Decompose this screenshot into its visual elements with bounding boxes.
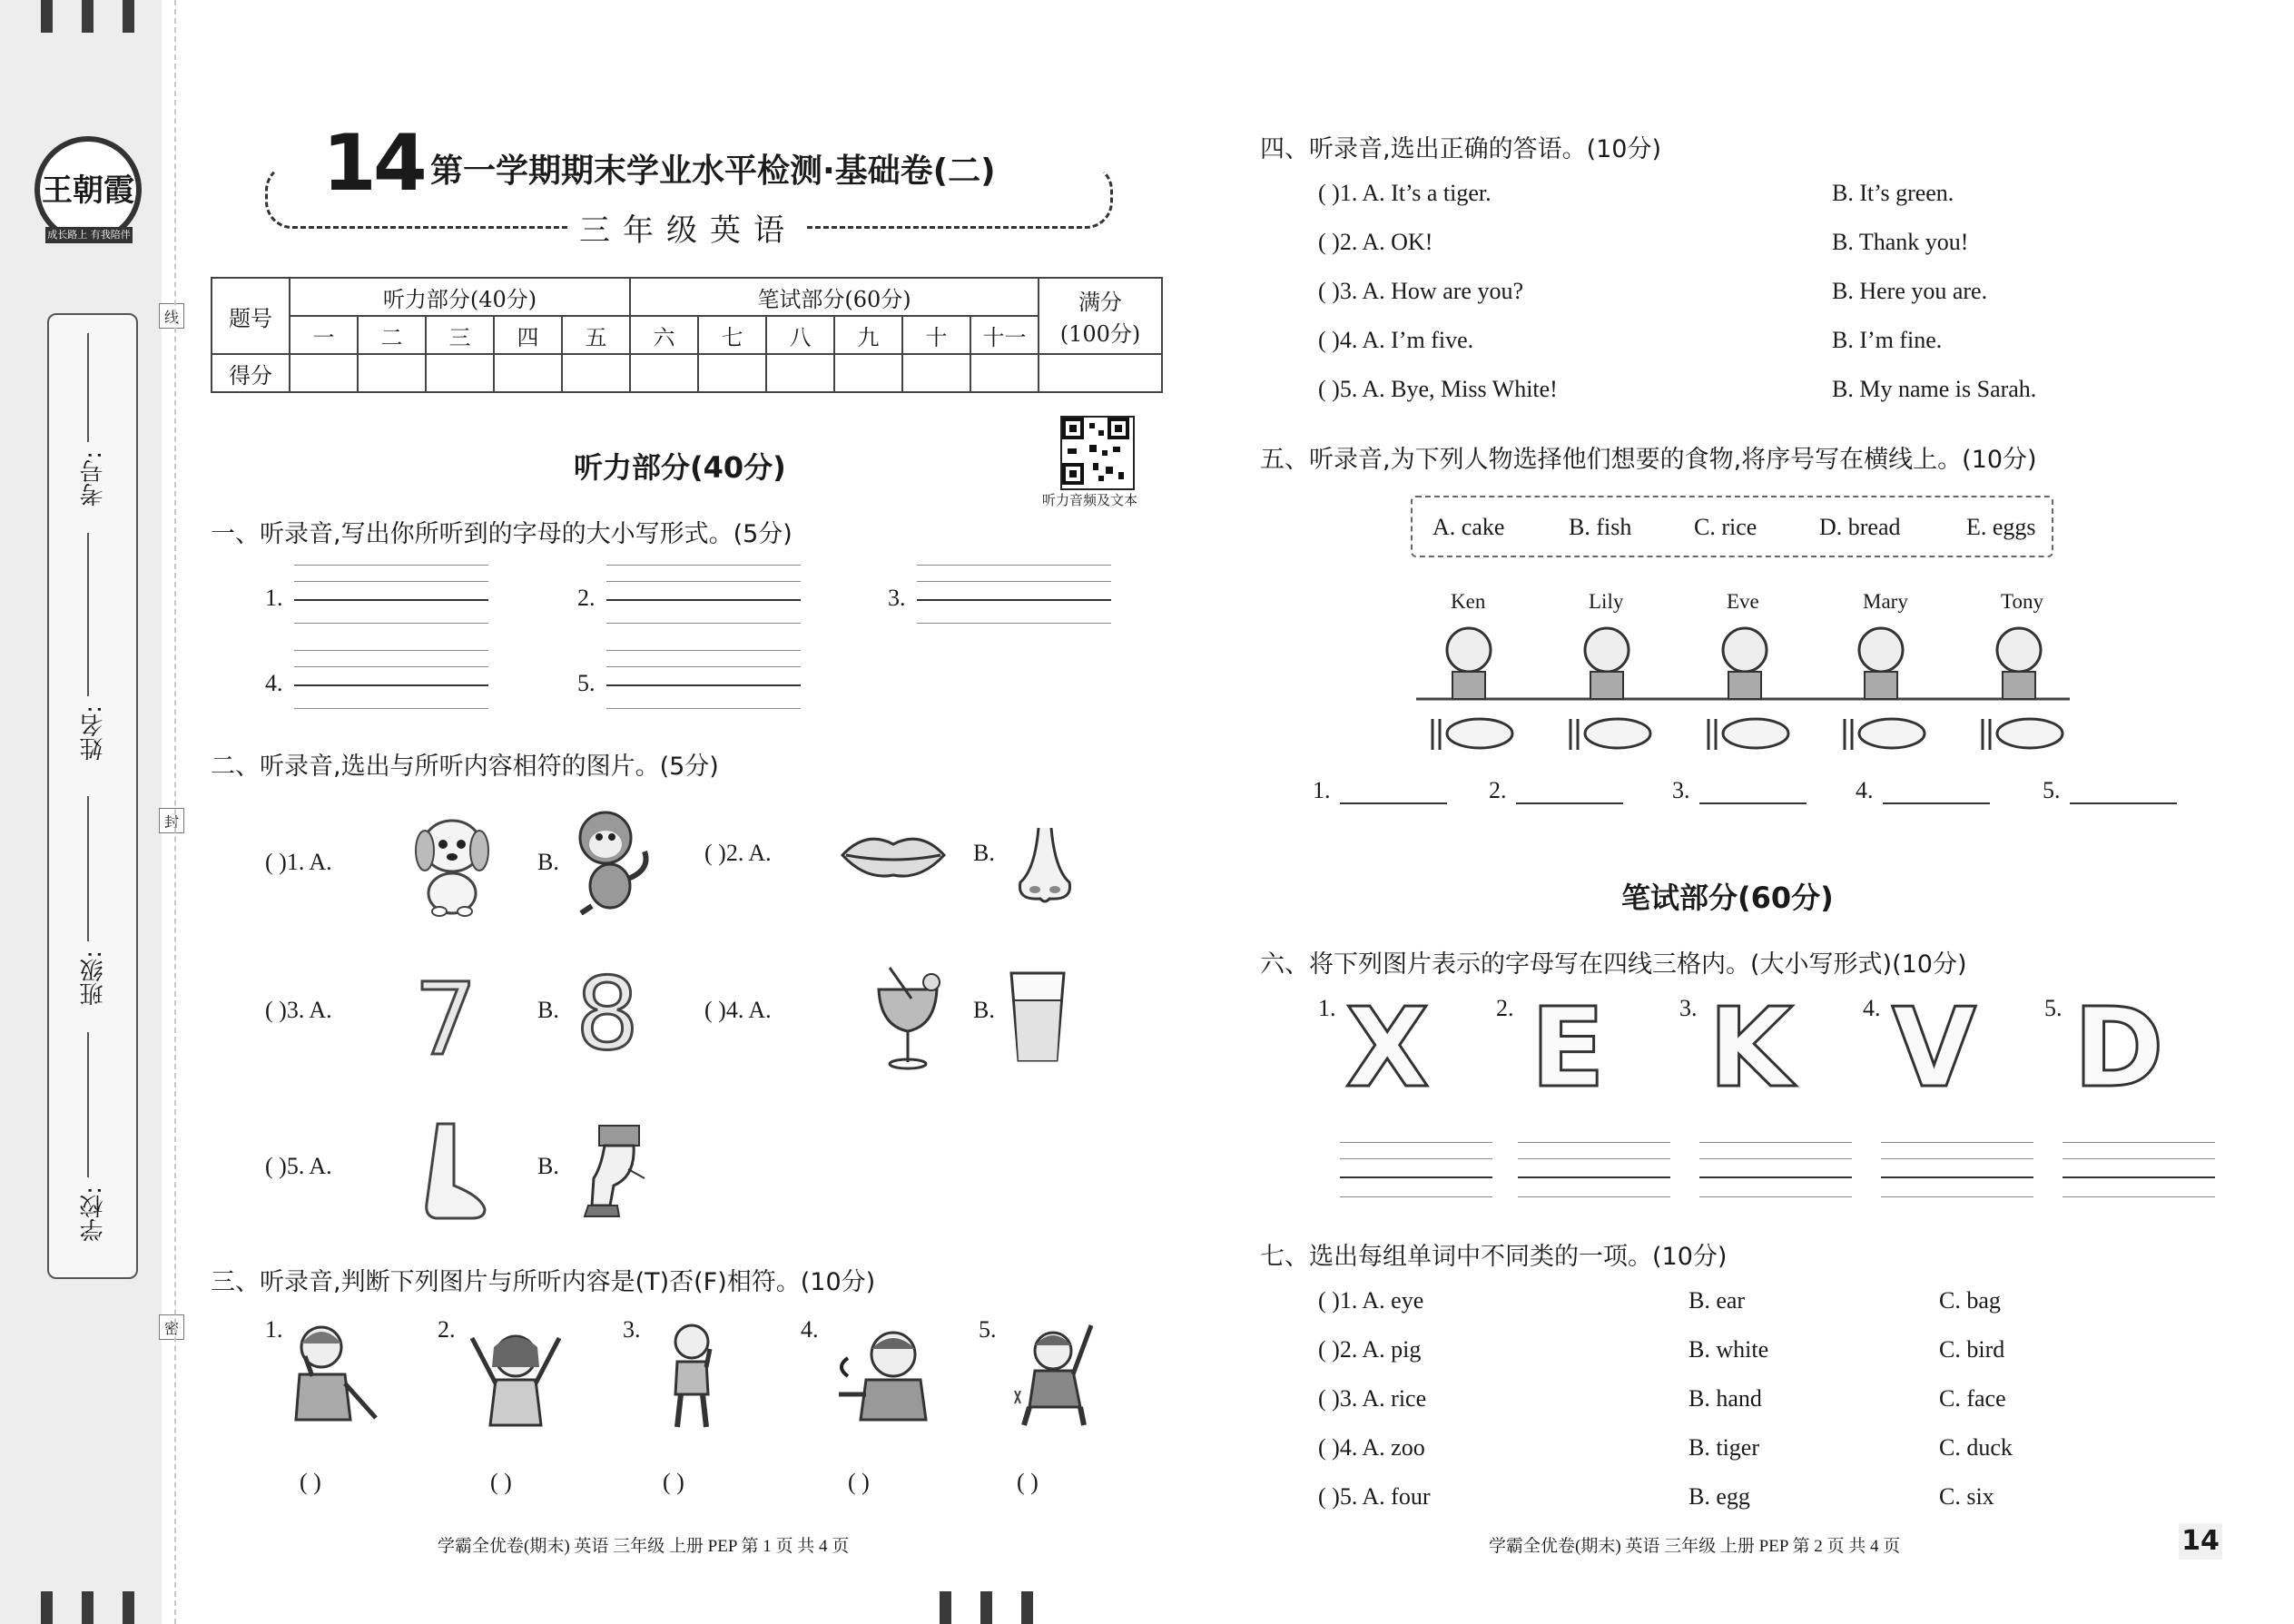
s2-item-3: ( )3. A. <box>265 997 332 1023</box>
child-squatting-icon <box>1008 1320 1098 1432</box>
s2-option-b: B. <box>537 1153 559 1179</box>
four-line-grid <box>1518 1158 1670 1159</box>
s5-answer-line[interactable] <box>2070 802 2177 804</box>
s5-blank-number: 5. <box>2043 777 2061 803</box>
page-badge: 14 <box>2179 1523 2222 1560</box>
s7-option-c: C. duck <box>1939 1434 2013 1461</box>
four-line-grid <box>917 565 1111 566</box>
lips-icon <box>839 828 948 886</box>
seal-mark: 线 <box>159 303 184 329</box>
letter-answer-line[interactable] <box>294 599 488 601</box>
food-option: C. rice <box>1694 514 1757 540</box>
four-line-grid <box>917 581 1111 582</box>
s4-option-b: B. Here you are. <box>1832 278 1988 304</box>
written-part-title: 笔试部分(60分) <box>1621 881 1834 915</box>
four-line-grid <box>606 623 801 624</box>
person-name: Lily <box>1589 590 1624 613</box>
brand-logo-tagline: 成长路上 有我陪伴 <box>45 227 133 243</box>
score-cell[interactable] <box>358 354 426 392</box>
col-header: 八 <box>766 316 834 354</box>
school-field[interactable] <box>87 1032 89 1177</box>
paper-number: 14 <box>322 118 424 209</box>
number-7: 7 <box>414 961 478 1078</box>
class-field[interactable] <box>87 796 89 941</box>
s2-item-5: ( )5. A. <box>265 1153 332 1179</box>
leg-icon <box>577 1122 650 1225</box>
score-cell[interactable] <box>494 354 562 392</box>
s4-option-a: ( )5. A. Bye, Miss White! <box>1318 376 1558 402</box>
s2-item-1: ( )1. A. <box>265 849 332 875</box>
s3-item-number: 3. <box>623 1316 641 1343</box>
four-line-grid <box>294 708 488 709</box>
s7-option-c: C. bag <box>1939 1287 2001 1314</box>
s1-item-number: 5. <box>577 670 596 696</box>
four-line-grid <box>2063 1158 2215 1159</box>
tf-answer-blank[interactable]: ( ) <box>1017 1469 1039 1495</box>
food-option: B. fish <box>1569 514 1632 540</box>
s4-option-b: B. Thank you! <box>1832 229 1969 255</box>
child-waving-arms-icon <box>461 1320 570 1432</box>
col-header: 十一 <box>970 316 1039 354</box>
s5-blank-number: 2. <box>1489 777 1507 803</box>
four-line-grid <box>606 708 801 709</box>
section-3-heading: 三、听录音,判断下列图片与所听内容是(T)否(F)相符。(10分) <box>211 1268 876 1296</box>
score-cell[interactable] <box>766 354 834 392</box>
four-line-grid <box>1340 1142 1492 1143</box>
s7-option-c: C. six <box>1939 1483 1994 1510</box>
letter-answer-line[interactable] <box>1881 1176 2033 1178</box>
listening-part-title: 听力部分(40分) <box>574 450 786 485</box>
exam-no-label: 考号: <box>80 451 107 507</box>
letter-answer-line[interactable] <box>294 684 488 686</box>
brand-logo-text: 王朝霞 <box>42 172 134 209</box>
s2-option-b: B. <box>973 997 995 1023</box>
s5-blank-number: 3. <box>1672 777 1690 803</box>
footer-right: 学霸全优卷(期末) 英语 三年级 上册 PEP 第 2 页 共 4 页 <box>1489 1537 1901 1556</box>
s6-item-number: 3. <box>1679 995 1698 1021</box>
col-header: 十 <box>902 316 970 354</box>
s7-option-b: B. tiger <box>1689 1434 1759 1461</box>
listening-group: 听力部分(40分) <box>290 278 630 316</box>
s3-item-number: 4. <box>801 1316 819 1343</box>
s7-option-b: B. ear <box>1689 1287 1746 1314</box>
col-header: 四 <box>494 316 562 354</box>
col-header: 五 <box>562 316 630 354</box>
col-header: 一 <box>290 316 358 354</box>
four-line-grid <box>294 623 488 624</box>
four-line-grid <box>2063 1142 2215 1143</box>
s7-option-a: ( )3. A. rice <box>1318 1385 1427 1412</box>
col-header: 六 <box>630 316 698 354</box>
col-header: 二 <box>358 316 426 354</box>
section-1-heading: 一、听录音,写出你所听到的字母的大小写形式。(5分) <box>211 520 793 548</box>
s7-option-b: B. hand <box>1689 1385 1762 1412</box>
four-line-grid <box>1699 1158 1852 1159</box>
score-cell[interactable] <box>562 354 630 392</box>
score-cell[interactable] <box>902 354 970 392</box>
page-title: 第一学期期末学业水平检测·基础卷(二) <box>425 145 1001 192</box>
qr-label: 听力音频及文本 <box>1042 492 1138 508</box>
student-info-box <box>47 313 138 1279</box>
section-4-heading: 四、听录音,选出正确的答语。(10分) <box>1260 135 1662 163</box>
four-line-grid <box>1340 1196 1492 1197</box>
four-line-grid <box>1340 1158 1492 1159</box>
four-line-grid <box>606 581 801 582</box>
s4-option-a: ( )1. A. It’s a tiger. <box>1318 180 1492 206</box>
dinner-table-illustration <box>1416 619 2070 759</box>
s7-option-b: B. white <box>1689 1336 1769 1363</box>
monkey-icon <box>565 806 655 919</box>
four-line-grid <box>1881 1196 2033 1197</box>
letter-answer-line[interactable] <box>606 599 801 601</box>
binding-stripe <box>980 1591 992 1624</box>
s1-item-number: 2. <box>577 585 596 611</box>
s4-option-b: B. My name is Sarah. <box>1832 376 2037 402</box>
s5-answer-line[interactable] <box>1516 802 1623 804</box>
tf-answer-blank[interactable]: ( ) <box>300 1469 321 1495</box>
child-pointing-ear-icon <box>285 1320 385 1432</box>
letter-answer-line[interactable] <box>917 599 1111 601</box>
four-line-grid <box>606 666 801 667</box>
binding-stripe <box>940 1591 951 1624</box>
juice-glass-icon <box>871 962 944 1075</box>
s5-blank-number: 4. <box>1856 777 1874 803</box>
s1-item-number: 3. <box>888 585 906 611</box>
letter-answer-line[interactable] <box>1699 1176 1852 1178</box>
col-header: 三 <box>426 316 494 354</box>
four-line-grid <box>1518 1142 1670 1143</box>
s4-option-a: ( )2. A. OK! <box>1318 229 1433 255</box>
s6-item-number: 1. <box>1318 995 1336 1021</box>
letter-answer-line[interactable] <box>1518 1176 1670 1178</box>
s5-blank-number: 1. <box>1313 777 1331 803</box>
col-header: 七 <box>698 316 766 354</box>
s7-option-a: ( )5. A. four <box>1318 1483 1431 1510</box>
seal-mark: 密 <box>159 1314 184 1340</box>
child-touching-face-icon <box>655 1322 728 1434</box>
name-field[interactable] <box>87 533 89 696</box>
s1-item-number: 1. <box>265 585 283 611</box>
s6-item-number: 5. <box>2044 995 2063 1021</box>
s3-item-number: 2. <box>438 1316 456 1343</box>
four-line-grid <box>1881 1158 2033 1159</box>
s2-option-b: B. <box>537 997 559 1023</box>
dog-icon <box>407 810 497 922</box>
score-table <box>211 277 1163 393</box>
class-label: 班级: <box>80 950 107 1006</box>
letter-d-character: D <box>2073 986 2164 1112</box>
person-name: Eve <box>1727 590 1759 613</box>
written-group: 笔试部分(60分) <box>630 278 1039 316</box>
s6-item-number: 4. <box>1863 995 1881 1021</box>
seal-mark: 封 <box>159 808 184 833</box>
four-line-grid <box>2063 1196 2215 1197</box>
binding-stripe <box>41 0 53 33</box>
four-line-grid <box>1518 1196 1670 1197</box>
s5-answer-line[interactable] <box>1883 802 1990 804</box>
binding-stripe <box>82 1591 94 1624</box>
binding-stripe <box>123 1591 134 1624</box>
letter-k-character: K <box>1708 986 1793 1112</box>
binding-stripe <box>123 0 134 33</box>
four-line-grid <box>294 666 488 667</box>
row-label: 题号 <box>212 278 290 354</box>
section-7-heading: 七、选出每组单词中不同类的一项。(10分) <box>1260 1243 1728 1271</box>
score-cell[interactable] <box>970 354 1039 392</box>
section-2-heading: 二、听录音,选出与所听内容相符的图片。(5分) <box>211 753 719 781</box>
binding-stripe <box>82 0 94 33</box>
score-cell[interactable] <box>1039 354 1162 392</box>
letter-answer-line[interactable] <box>1340 1176 1492 1178</box>
page-subtitle: 三年级英语 <box>570 205 806 250</box>
letter-e-character: E <box>1531 986 1605 1112</box>
tf-answer-blank[interactable]: ( ) <box>663 1469 684 1495</box>
s2-item-2: ( )2. A. <box>704 840 772 866</box>
person-name: Ken <box>1451 590 1486 613</box>
water-glass-icon <box>1008 969 1068 1068</box>
tf-answer-blank[interactable]: ( ) <box>848 1469 870 1495</box>
s7-option-a: ( )4. A. zoo <box>1318 1434 1425 1461</box>
section-6-heading: 六、将下列图片表示的字母写在四线三格内。(大小写形式)(10分) <box>1260 950 1967 979</box>
s7-option-c: C. face <box>1939 1385 2006 1412</box>
section-5-heading: 五、听录音,为下列人物选择他们想要的食物,将序号写在横线上。(10分) <box>1260 446 2037 474</box>
binding-stripe <box>41 1591 53 1624</box>
person-name: Tony <box>2001 590 2043 613</box>
s7-option-c: C. bird <box>1939 1336 2005 1363</box>
score-cell[interactable] <box>834 354 902 392</box>
s4-option-a: ( )3. A. How are you? <box>1318 278 1523 304</box>
col-header: 九 <box>834 316 902 354</box>
four-line-grid <box>294 650 488 651</box>
foot-icon <box>418 1122 490 1225</box>
s3-item-number: 1. <box>265 1316 283 1343</box>
score-label: 得分 <box>212 354 290 392</box>
s5-answer-line[interactable] <box>1340 802 1447 804</box>
s4-option-b: B. I’m fine. <box>1832 327 1943 353</box>
letter-answer-line[interactable] <box>2063 1176 2215 1178</box>
school-label: 学校: <box>80 1186 107 1242</box>
s3-item-number: 5. <box>979 1316 997 1343</box>
four-line-grid <box>294 565 488 566</box>
score-cell[interactable] <box>426 354 494 392</box>
number-8: 8 <box>576 956 639 1072</box>
name-label: 姓名: <box>80 705 107 761</box>
four-line-grid <box>606 650 801 651</box>
score-cell[interactable] <box>698 354 766 392</box>
s6-item-number: 2. <box>1496 995 1514 1021</box>
footer-left: 学霸全优卷(期末) 英语 三年级 上册 PEP 第 1 页 共 4 页 <box>438 1537 850 1556</box>
total-score: 满分 (100分) <box>1039 278 1162 354</box>
person-name: Mary <box>1863 590 1908 613</box>
score-cell[interactable] <box>290 354 358 392</box>
letter-v-character: V <box>1892 986 1976 1112</box>
child-touching-nose-icon <box>830 1322 939 1425</box>
s4-option-b: B. It’s green. <box>1832 180 1954 206</box>
s7-option-b: B. egg <box>1689 1483 1750 1510</box>
food-option: E. eggs <box>1966 514 2036 540</box>
tf-answer-blank[interactable]: ( ) <box>490 1469 512 1495</box>
s2-option-b: B. <box>973 840 995 866</box>
s7-option-a: ( )2. A. pig <box>1318 1336 1422 1363</box>
four-line-grid <box>294 581 488 582</box>
s2-option-b: B. <box>537 849 559 875</box>
s7-option-a: ( )1. A. eye <box>1318 1287 1424 1314</box>
s1-item-number: 4. <box>265 670 283 696</box>
nose-icon <box>1013 824 1077 910</box>
food-option: A. cake <box>1433 514 1505 540</box>
food-option: D. bread <box>1819 514 1901 540</box>
four-line-grid <box>606 565 801 566</box>
letter-x-character: X <box>1345 986 1430 1112</box>
score-cell[interactable] <box>630 354 698 392</box>
four-line-grid <box>1699 1142 1852 1143</box>
s4-option-a: ( )4. A. I’m five. <box>1318 327 1474 353</box>
qr-code[interactable] <box>1060 416 1135 490</box>
exam-no-field[interactable] <box>87 333 89 442</box>
binding-stripe <box>1021 1591 1033 1624</box>
cut-line <box>174 0 176 1624</box>
s5-answer-line[interactable] <box>1699 802 1807 804</box>
s2-item-4: ( )4. A. <box>704 997 772 1023</box>
four-line-grid <box>1881 1142 2033 1143</box>
four-line-grid <box>1699 1196 1852 1197</box>
letter-answer-line[interactable] <box>606 684 801 686</box>
four-line-grid <box>917 623 1111 624</box>
